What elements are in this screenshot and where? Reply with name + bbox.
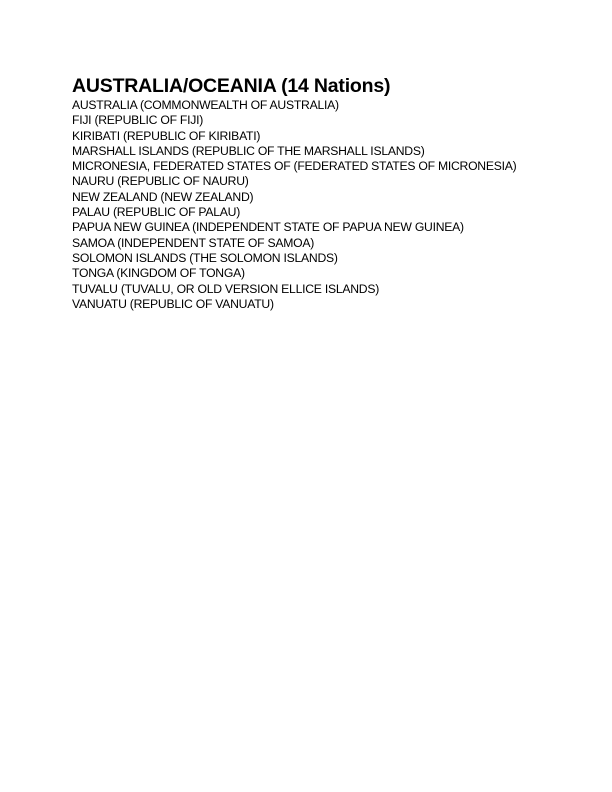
nation-list (72, 98, 542, 312)
nation-item: TONGA (KINGDOM OF TONGA) (72, 266, 245, 281)
document-page (72, 74, 542, 312)
nation-item: MARSHALL ISLANDS (REPUBLIC OF THE MARSHALL ISLANDS) (72, 143, 425, 158)
nation-item: SAMOA (INDEPENDENT STATE OF SAMOA) (72, 235, 315, 250)
nation-item: FIJI (REPUBLIC OF FIJI) (72, 113, 204, 128)
nation-item: PALAU (REPUBLIC OF PALAU) (72, 205, 241, 220)
nation-item: NAURU (REPUBLIC OF NAURU) (72, 174, 249, 189)
nation-item: MICRONESIA, FEDERATED STATES OF (FEDERATED STATES OF MICRONESIA) (72, 159, 517, 174)
nation-item: KIRIBATI (REPUBLIC OF KIRIBATI) (72, 128, 261, 143)
nation-item: TUVALU (TUVALU, OR OLD VERSION ELLICE ISLANDS) (72, 281, 380, 296)
page-heading: AUSTRALIA/OCEANIA (14 Nations) (72, 75, 391, 97)
nation-item: VANUATU (REPUBLIC OF VANUATU) (72, 296, 274, 311)
nation-item: AUSTRALIA (COMMONWEALTH OF AUSTRALIA) (72, 98, 339, 112)
nation-item: SOLOMON ISLANDS (THE SOLOMON ISLANDS) (72, 250, 338, 265)
nation-item: PAPUA NEW GUINEA (INDEPENDENT STATE OF PAPUA NEW GUINEA) (72, 220, 464, 235)
nation-item: NEW ZEALAND (NEW ZEALAND) (72, 189, 254, 204)
